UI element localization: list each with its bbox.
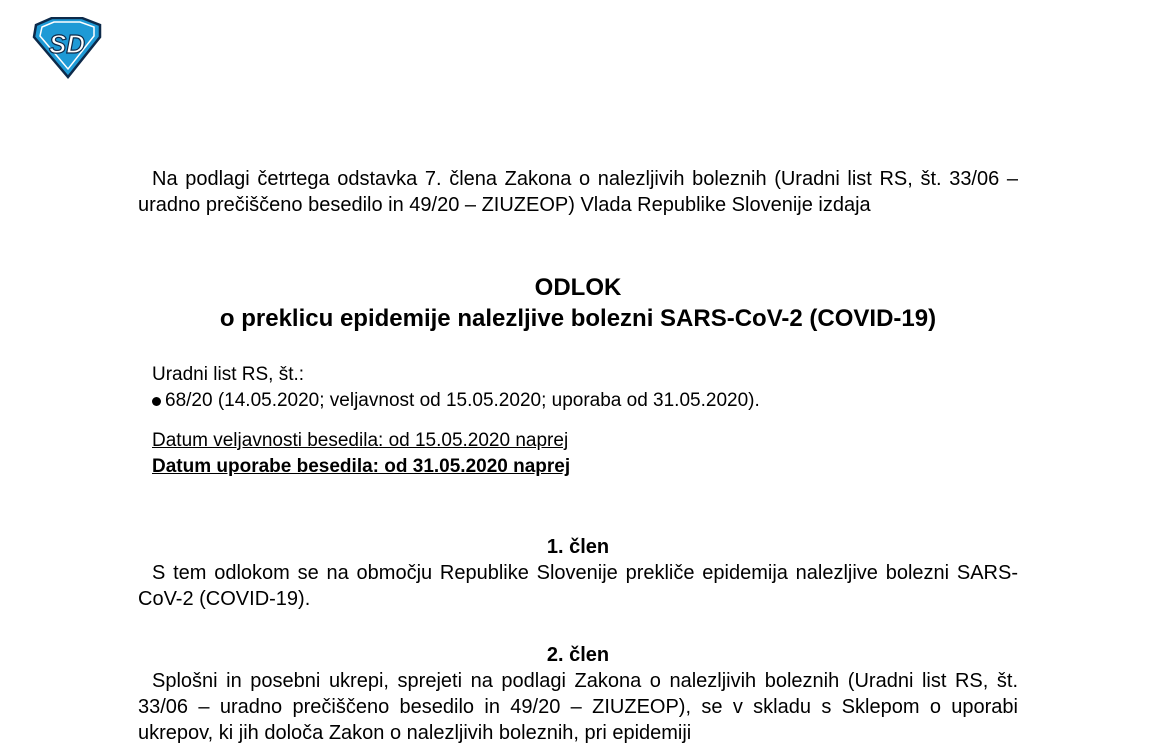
title-line-2: o preklicu epidemije nalezljive bolezni SARS-CoV-2 (COVID-19) [219,305,937,332]
document-title [138,272,1018,334]
application-date-link[interactable]: Datum uporabe besedila: od 31.05.2020 naprej [152,456,571,477]
article-text: S tem odlokom se na območju Republike Slovenije prekliče epidemija nalezljive bolezni SARS-CoV-2 (COVID-19). [138,562,1018,610]
gazette-entry: 68/20 (14.05.2020; veljavnost od 15.05.2020; uporaba od 31.05.2020). [165,390,760,411]
svg-text:SD: SD [48,29,86,59]
logo-icon [30,17,104,79]
article-2 [138,642,1018,746]
validity-date-link[interactable]: Datum veljavnosti besedila: od 15.05.2020 naprej [152,430,569,451]
dates-block [152,428,570,480]
gazette-info [152,362,1012,414]
gazette-entry-row [152,388,1012,414]
intro-paragraph: Na podlagi četrtega odstavka 7. člena Zakona o nalezljivih boleznih (Uradni list RS, št. 33/06 – uradno prečiščeno besedilo in 49/20 – ZIUZEOP) Vlada Republike Slovenije izdaja [138,168,1018,216]
gazette-label: Uradni list RS, št.: [152,364,305,385]
article-heading: 1. člen [546,536,610,558]
title-line-1: ODLOK [534,274,622,301]
article-heading: 2. člen [546,644,610,666]
article-1 [138,534,1018,612]
article-text: Splošni in posebni ukrepi, sprejeti na podlagi Zakona o nalezljivih boleznih (Uradni list RS, št. 33/06 – uradno prečiščeno besedilo in 49/20 – ZIUZEOP), se v skladu s Sklepom o uporabi ukrepov, ki jih določa Zakon o nalezljivih boleznih, pri epidemiji [138,670,1018,744]
bullet-icon [152,397,161,406]
